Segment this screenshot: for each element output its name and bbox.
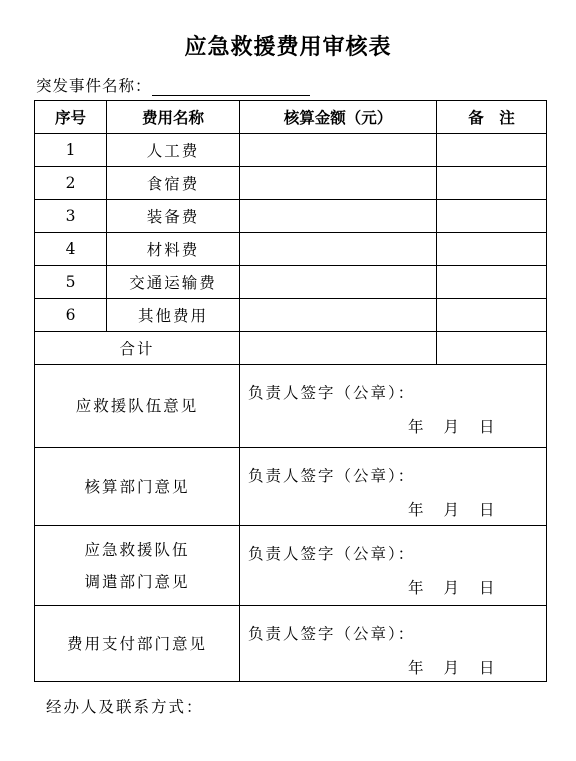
signature-date [408, 498, 515, 520]
header-remark: 备 注 [437, 101, 547, 134]
opinion-label-line: 应救援队伍意见 [75, 397, 199, 415]
row-seq: 6 [35, 299, 107, 332]
date-day: 日 [479, 418, 495, 436]
opinion-label-line: 应急救援队伍 [84, 540, 190, 559]
date-year: 年 [408, 501, 424, 519]
total-row [35, 332, 547, 365]
row-seq: 1 [35, 134, 107, 167]
header-amount: 核算金额（元） [240, 101, 437, 134]
opinion-label-line: 核算部门意见 [84, 477, 190, 496]
opinion-label-line: 费用支付部门意见 [66, 634, 207, 653]
row-remark-cell[interactable] [437, 134, 547, 167]
signature-label: 负责人签字（公章）： [248, 545, 416, 563]
date-year: 年 [408, 579, 424, 597]
date-year: 年 [408, 659, 424, 677]
signature-date [408, 576, 515, 598]
opinion-row [35, 365, 547, 448]
row-remark-cell[interactable] [437, 200, 547, 233]
row-remark-cell[interactable] [437, 167, 547, 200]
header-seq: 序号 [35, 101, 107, 134]
opinion-row [35, 606, 547, 682]
row-seq: 5 [35, 266, 107, 299]
opinion-signature-area[interactable] [240, 365, 547, 448]
date-day: 日 [479, 659, 495, 677]
row-amount-cell[interactable] [240, 167, 437, 200]
event-name-line [36, 74, 310, 96]
opinion-label [35, 365, 240, 448]
audit-table [34, 100, 547, 682]
header-fee-name: 费用名称 [107, 101, 240, 134]
row-amount-cell[interactable] [240, 299, 437, 332]
date-month: 月 [443, 501, 460, 519]
row-amount-cell[interactable] [240, 233, 437, 266]
date-month: 月 [443, 418, 460, 436]
row-amount-cell[interactable] [240, 134, 437, 167]
signature-label: 负责人签字（公章）： [248, 625, 416, 643]
date-year: 年 [408, 418, 424, 436]
signature-date [408, 415, 515, 437]
signature-label: 负责人签字（公章）： [248, 467, 416, 485]
row-fee-name: 人工费 [107, 134, 240, 167]
opinion-signature-area[interactable] [240, 606, 547, 682]
row-fee-name: 其他费用 [107, 299, 240, 332]
opinion-row [35, 526, 547, 606]
row-seq: 3 [35, 200, 107, 233]
table-row [35, 299, 547, 332]
opinion-signature-area[interactable] [240, 448, 547, 526]
table-row [35, 266, 547, 299]
row-seq: 2 [35, 167, 107, 200]
row-fee-name: 材料费 [107, 233, 240, 266]
event-name-blank[interactable] [152, 77, 310, 96]
signature-label: 负责人签字（公章）： [248, 384, 416, 402]
opinion-row [35, 448, 547, 526]
row-remark-cell[interactable] [437, 299, 547, 332]
table-header-row [35, 101, 547, 134]
total-label: 合计 [35, 332, 240, 365]
event-name-label: 突发事件名称： [36, 77, 152, 95]
row-remark-cell[interactable] [437, 266, 547, 299]
handler-contact-label: 经办人及联系方式： [46, 698, 204, 716]
date-day: 日 [479, 501, 495, 519]
opinion-label [35, 606, 240, 682]
opinion-label [35, 526, 240, 606]
row-remark-cell[interactable] [437, 233, 547, 266]
date-month: 月 [443, 579, 460, 597]
table-row [35, 200, 547, 233]
date-day: 日 [479, 579, 495, 597]
row-fee-name: 装备费 [107, 200, 240, 233]
total-amount-cell[interactable] [240, 332, 437, 365]
opinion-label [35, 448, 240, 526]
row-fee-name: 食宿费 [107, 167, 240, 200]
signature-date [408, 656, 515, 678]
row-amount-cell[interactable] [240, 200, 437, 233]
opinion-signature-area[interactable] [240, 526, 547, 606]
row-amount-cell[interactable] [240, 266, 437, 299]
opinion-label-line: 调遣部门意见 [84, 572, 190, 591]
row-seq: 4 [35, 233, 107, 266]
total-remark-cell[interactable] [437, 332, 547, 365]
row-fee-name: 交通运输费 [107, 266, 240, 299]
table-row [35, 167, 547, 200]
form-title: 应急救援费用审核表 [184, 35, 392, 60]
table-row [35, 233, 547, 266]
date-month: 月 [443, 659, 460, 677]
table-row [35, 134, 547, 167]
